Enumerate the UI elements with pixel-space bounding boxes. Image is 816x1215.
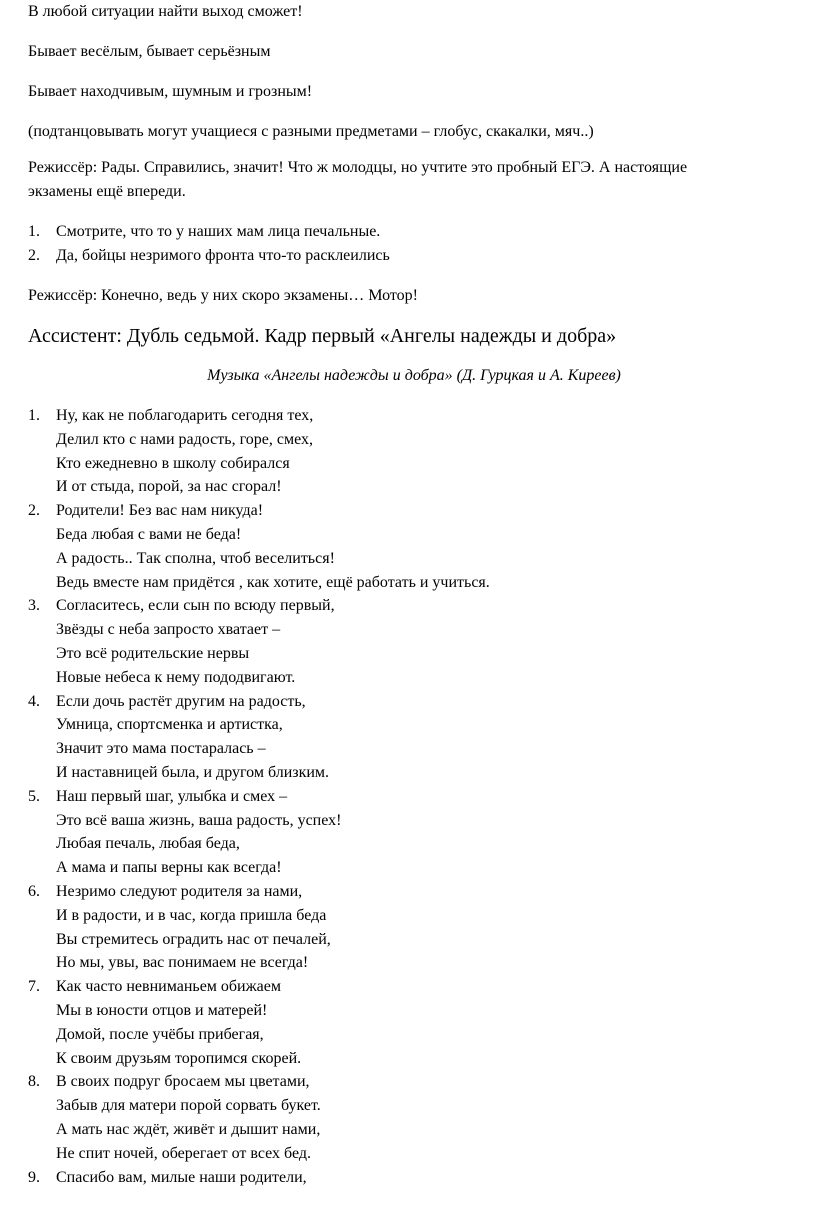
list-item-2: Да, бойцы незримого фронта что-то расклеились <box>56 247 390 264</box>
verse-line: Но мы, увы, вас понимаем не всегда! <box>56 954 309 972</box>
director-line-2: экзамены ещё впереди. <box>28 183 186 200</box>
verse-line: Родители! Без вас нам никуда! <box>56 502 264 520</box>
verse-line: Домой, после учёбы прибегая, <box>56 1025 264 1043</box>
verse-line: В своих подруг бросаем мы цветами, <box>56 1073 310 1091</box>
assistant-heading: Ассистент: Дубль седьмой. Кадр первый «Ангелы надежды и добра» <box>28 325 617 347</box>
verse-line: Значит это мама постаралась – <box>56 740 266 758</box>
verse-number: 6. <box>28 883 40 900</box>
verse-number: 5. <box>28 787 40 805</box>
verse-line: Забыв для матери порой сорвать букет. <box>56 1097 321 1115</box>
verse-line: Вы стремитесь оградить нас от печалей, <box>56 930 331 948</box>
verse-line: И в радости, и в час, когда пришла беда <box>56 906 327 924</box>
verse-line: Спасибо вам, милые наши родители, <box>56 1168 307 1186</box>
stage-direction: (подтанцовывать могут учащиеся с разными предметами – глобус, скакалки, мяч..) <box>28 123 594 140</box>
director-line-1: Режиссёр: Рады. Справились, значит! Что ж молодцы, но учтите это пробный ЕГЭ. А настоящие <box>28 159 688 176</box>
verse-number: 2. <box>28 502 40 520</box>
verse-line: Ну, как не поблагодарить сегодня тех, <box>56 407 314 424</box>
verse-line: Как часто невниманьем обижаем <box>56 978 281 996</box>
verse-line: Новые небеса к нему пододвигают. <box>56 668 296 686</box>
verse-line: Любая печаль, любая беда, <box>56 835 240 853</box>
list-number-1: 1. <box>28 223 40 240</box>
verse-number: 3. <box>28 597 40 615</box>
verse-line: К своим друзьям торопимся скорей. <box>56 1049 302 1067</box>
verse-line: И наставницей была, и другом близким. <box>56 764 330 781</box>
verse-line: Кто ежедневно в школу собирался <box>56 454 290 472</box>
verse-line: Мы в юности отцов и матерей! <box>56 1002 268 1019</box>
verse-line: Умница, спортсменка и артистка, <box>56 716 283 734</box>
intro-line-3: Бывает находчивым, шумным и грозным! <box>28 83 313 100</box>
verse-line: А мама и папы верны как всегда! <box>56 859 282 877</box>
verse-line: Незримо следуют родителя за нами, <box>56 883 303 900</box>
verse-line: Ведь вместе нам придётся , как хотите, ещё работать и учиться. <box>56 573 490 591</box>
verse-line: Беда любая с вами не беда! <box>56 526 242 543</box>
verse-line: Звёзды с неба запросто хватает – <box>56 621 281 639</box>
verse-line: Это всё ваша жизнь, ваша радость, успех! <box>56 811 342 829</box>
verse-line: А радость.. Так сполна, чтоб веселиться! <box>56 549 335 567</box>
list-item-1: Смотрите, что то у наших мам лица печальные. <box>56 223 381 240</box>
verse-line: Делил кто с нами радость, горе, смех, <box>56 430 313 448</box>
verse-number: 8. <box>28 1073 40 1091</box>
verse-number: 7. <box>28 978 40 996</box>
verse-line: Не спит ночей, оберегает от всех бед. <box>56 1144 312 1162</box>
verse-line: Согласитесь, если сын по всюду первый, <box>56 597 335 615</box>
director-line-3: Режиссёр: Конечно, ведь у них скоро экзамены… Мотор! <box>28 287 418 304</box>
intro-line-1: В любой ситуации найти выход сможет! <box>28 3 303 20</box>
verse-number: 4. <box>28 692 40 710</box>
verse-line: Это всё родительские нервы <box>56 645 250 662</box>
verse-line: Наш первый шаг, улыбка и смех – <box>56 787 288 805</box>
intro-line-2: Бывает весёлым, бывает серьёзным <box>28 43 271 60</box>
verse-number: 1. <box>28 407 40 424</box>
music-caption: Музыка «Ангелы надежды и добра» (Д. Гурцкая и А. Киреев) <box>207 367 621 384</box>
verse-number: 9. <box>28 1168 40 1186</box>
verse-line: Если дочь растёт другим на радость, <box>56 692 306 710</box>
verse-line: А мать нас ждёт, живёт и дышит нами, <box>56 1121 321 1138</box>
verse-line: И от стыда, порой, за нас сгорал! <box>56 478 282 496</box>
list-number-2: 2. <box>28 247 40 264</box>
